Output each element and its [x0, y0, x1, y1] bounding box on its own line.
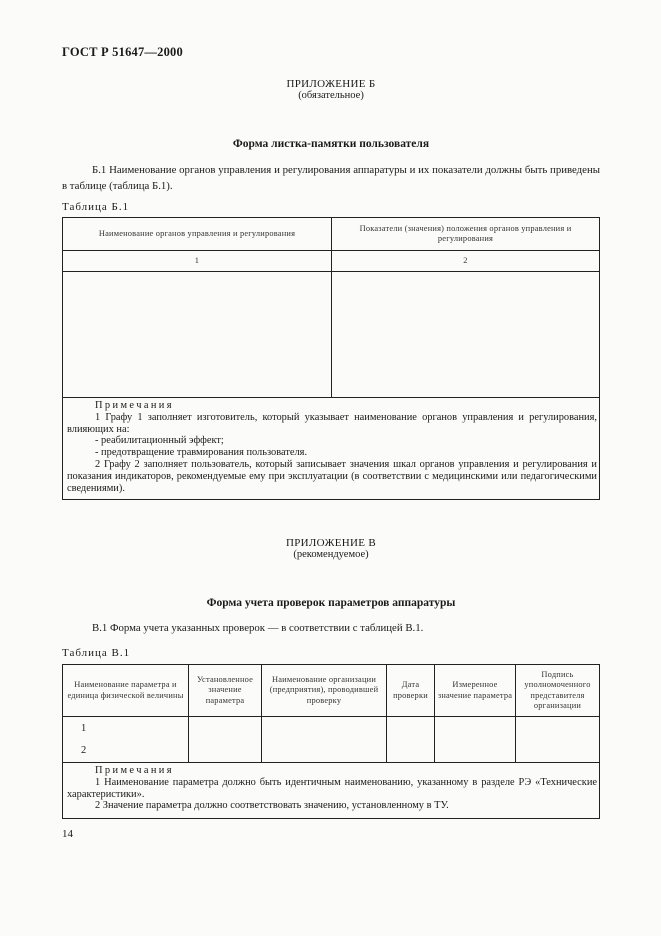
table-v1-header-5: Измеренное значение параметра: [435, 665, 516, 717]
table-b1-note-dash-1: - реабилитационный эффект;: [95, 435, 224, 447]
appendix-v-title: ПРИЛОЖЕНИЕ В: [285, 537, 376, 549]
table-v1-note-1: 1 Наименование параметра должно быть идентичным наименованию, указанному в разделе РЭ «Технические характеристики».: [67, 776, 597, 800]
table-b1-label: Таблица Б.1: [62, 201, 130, 213]
table-b1-notes: [63, 398, 600, 500]
table-v1-empty-cell-4: [387, 717, 435, 763]
table-v1-header-4: Дата проверки: [387, 665, 435, 717]
table-v1-header-1: Наименование параметра и единица физической величины: [63, 665, 189, 717]
table-b1-header-2: Показатели (значения) положения органов управления и регулирования: [332, 218, 600, 251]
table-b1-empty-cell-2: [332, 272, 600, 398]
table-v1-label: Таблица В.1: [62, 647, 131, 659]
table-b1-notes-heading: Примечания: [95, 400, 174, 411]
table-v1-note-2: 2 Значение параметра должно соответствовать значению, установленному в ТУ.: [95, 800, 449, 812]
page-number: 14: [62, 828, 73, 840]
table-b1-empty-cell-1: [63, 272, 332, 398]
table-v1-row-number-2: 2: [81, 744, 87, 756]
table-v1-notes: [63, 763, 600, 819]
appendix-v-form-title: Форма учета проверок параметров аппаратуры: [206, 597, 456, 609]
table-v1-header-3: Наименование организации (предприятия), проводившей проверку: [262, 665, 387, 717]
table-v1-empty-cell-5: [435, 717, 516, 763]
table-b1-note-1: 1 Графу 1 заполняет изготовитель, который указывает наименование органов управления и регулирования, влияющих на:: [67, 411, 597, 435]
appendix-v-status: (рекомендуемое): [293, 549, 369, 560]
table-b1-header-1: Наименование органов управления и регулирования: [63, 218, 332, 251]
appendix-b-status: (обязательное): [298, 90, 364, 101]
table-b1-col-number-1: 1: [63, 251, 332, 272]
appendix-b-title: ПРИЛОЖЕНИЕ Б: [286, 78, 376, 90]
table-v1-row-number-1: 1: [81, 722, 87, 734]
appendix-b-paragraph: Б.1 Наименование органов управления и регулирования аппаратуры и их показатели должны быть приведены в таблице (таблица Б.1).: [62, 164, 600, 192]
table-v1-notes-heading: Примечания: [95, 765, 174, 776]
table-v1: [62, 664, 600, 819]
appendix-b-form-title: Форма листка-памятки пользователя: [232, 138, 430, 150]
appendix-v-paragraph: В.1 Форма учета указанных проверок — в соответствии с таблицей В.1.: [92, 622, 424, 634]
table-b1-note-2: 2 Графу 2 заполняет пользователь, который записывает значения шкал органов управления и регулирования и показания индикаторов, рекомендуемые ему при эксплуатации (в соответствии с медицинскими или педагогическими сведениями).: [67, 458, 597, 494]
table-v1-empty-cell-6: [516, 717, 600, 763]
standard-designation: ГОСТ Р 51647—2000: [62, 45, 183, 59]
table-b1-col-number-2: 2: [332, 251, 600, 272]
table-v1-empty-cell-3: [262, 717, 387, 763]
table-b1: [62, 217, 600, 500]
table-b1-note-dash-2: - предотвращение травмирования пользователя.: [95, 447, 308, 459]
table-v1-row-numbers: [63, 717, 189, 763]
table-v1-header-2: Установленное значение параметра: [189, 665, 262, 717]
table-v1-empty-cell-2: [189, 717, 262, 763]
table-v1-header-6: Подпись уполномоченного представителя организации: [516, 665, 600, 717]
